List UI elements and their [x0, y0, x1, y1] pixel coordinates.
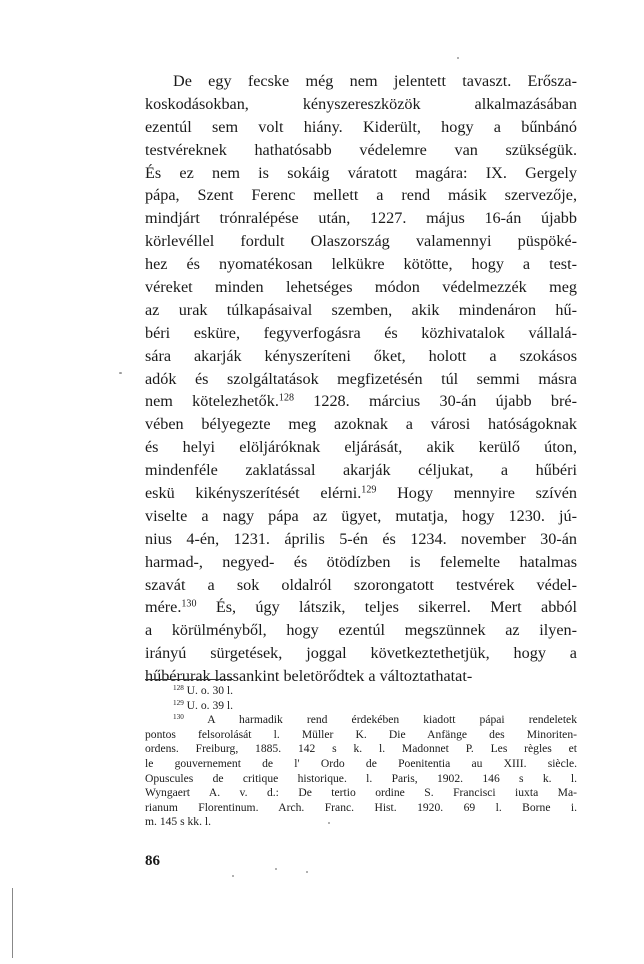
footnote-line: le gouvernement de l' Ordo de Poenitentia au XIII. siècle.: [145, 756, 577, 770]
footnote: [145, 699, 577, 714]
text-line: És ez nem is sokáig váratott magára: IX. Gergely: [145, 163, 577, 182]
text-line: mindenféle zaklatással akarják céljukat, a hűbéri: [145, 461, 577, 480]
footnote-text: U. o. 39 l.: [183, 698, 234, 712]
text-line: [145, 390, 577, 413]
footnote-line: pontos felsorolását l. Müller K. Die Anfänge des Minoriten-: [145, 727, 577, 741]
footnote: [145, 684, 577, 699]
footnote-mark: 130: [173, 713, 184, 722]
scan-speck: [306, 871, 308, 873]
footnote-ref: 129: [361, 484, 377, 496]
footnote: [145, 713, 577, 728]
footnote-mark: 128: [173, 684, 184, 693]
text-line: ezentúl sem volt hiány. Kiderült, hogy a bűnbánó: [145, 117, 577, 136]
text-segment: nem kötelezhetők.: [145, 392, 279, 411]
footnotes: [145, 684, 577, 830]
text-line: De egy fecske még nem jelentett tavaszt. Erősza-: [173, 72, 577, 90]
text-line: adók és szolgáltatások megfizetésén túl semmi másra: [145, 369, 577, 388]
text-line: koskodásokban, kényszereszközök alkalmazásában: [145, 94, 577, 113]
footnote-line: ordens. Freiburg, 1885. 142 s k. l. Madonnet P. Les règles et: [145, 742, 577, 756]
text-segment: És, úgy látszik, teljes sikerrel. Mert abból: [196, 598, 577, 617]
text-line: hűbérurak lassankint beletörődtek a változtathatat-: [145, 667, 473, 686]
footnote-line: Opuscules de critique historique. l. Paris, 1902. 146 s k. l.: [145, 771, 577, 785]
scan-speck: [457, 57, 459, 59]
footnote-ref: 130: [181, 598, 197, 610]
text-line: a körülményből, hogy ezentúl megszünnek az ilyen-: [145, 621, 577, 640]
footnote-line: m. 145 s kk. l.: [145, 815, 212, 829]
text-line: testvéreknek hathatósabb védelemre van szükségük.: [145, 140, 577, 159]
footnote-ref: 128: [278, 392, 294, 404]
text-line: mindjárt trónralépése után, 1227. május 16-án újabb: [145, 209, 577, 228]
text-line: harmad-, negyed- és ötödízben is felemelte hatalmas: [145, 552, 577, 571]
footnote-line: rianum Florentinum. Arch. Franc. Hist. 1920. 69 l. Borne i.: [145, 800, 577, 814]
text-line: vében bélyegezte meg azoknak a városi hatóságoknak: [145, 415, 577, 434]
main-text: [145, 70, 577, 688]
text-line: béri esküre, fegyverfogásra és közhivatalok vállalá-: [145, 323, 577, 342]
text-line: körlevéllel fordult Olaszország valamennyi püspöké-: [145, 232, 577, 251]
text-line: [145, 596, 577, 619]
text-line: nius 4-én, 1231. április 5-én és 1234. november 30-án: [145, 529, 577, 548]
footnote-text: U. o. 30 l.: [183, 684, 234, 697]
text-line: az urak túlkapásaival szemben, akik mindenáron hű-: [145, 300, 577, 319]
scan-speck: [328, 822, 330, 824]
text-line: sára akarják kényszeríteni őket, holott a szokásos: [145, 346, 577, 365]
scan-speck: [232, 875, 234, 877]
scan-edge-mark: [12, 888, 13, 958]
text-line: irányú sürgetések, joggal következtethetjük, hogy a: [145, 644, 577, 663]
page-number: 86: [145, 853, 160, 869]
text-line: pápa, Szent Ferenc mellett a rend másik szervezője,: [145, 186, 577, 205]
scan-speck: [275, 868, 277, 870]
footnote-mark: 129: [173, 698, 184, 707]
text-segment: 1228. március 30-án újabb bré-: [293, 392, 577, 411]
footnote-line: Wyngaert A. v. d.: De tertio ordine S. Francisci iuxta Ma-: [145, 786, 577, 800]
text-segment: Hogy mennyire szívén: [376, 484, 577, 503]
scan-speck: [119, 372, 122, 374]
text-segment: eskü kikényszerítését elérni.: [145, 484, 362, 503]
text-line: hez és nyomatékosan lelkükre kötötte, hogy a test-: [145, 255, 577, 274]
text-line: szavát a sok oldalról szorongatott testvérek védel-: [145, 575, 577, 594]
text-line: véreket minden lehetséges módon védelmezzék meg: [145, 278, 577, 297]
text-line: és helyi elöljáróknak eljárását, akik kerülő úton,: [145, 438, 577, 457]
footnote-text: A harmadik rend érdekében kiadott pápai rendeletek: [183, 713, 577, 727]
text-segment: mére.: [145, 598, 182, 617]
footnote-separator: [145, 679, 233, 680]
text-line: viselte a nagy pápa az ügyet, mutatja, hogy 1230. jú-: [145, 506, 577, 525]
text-line: [145, 482, 577, 505]
